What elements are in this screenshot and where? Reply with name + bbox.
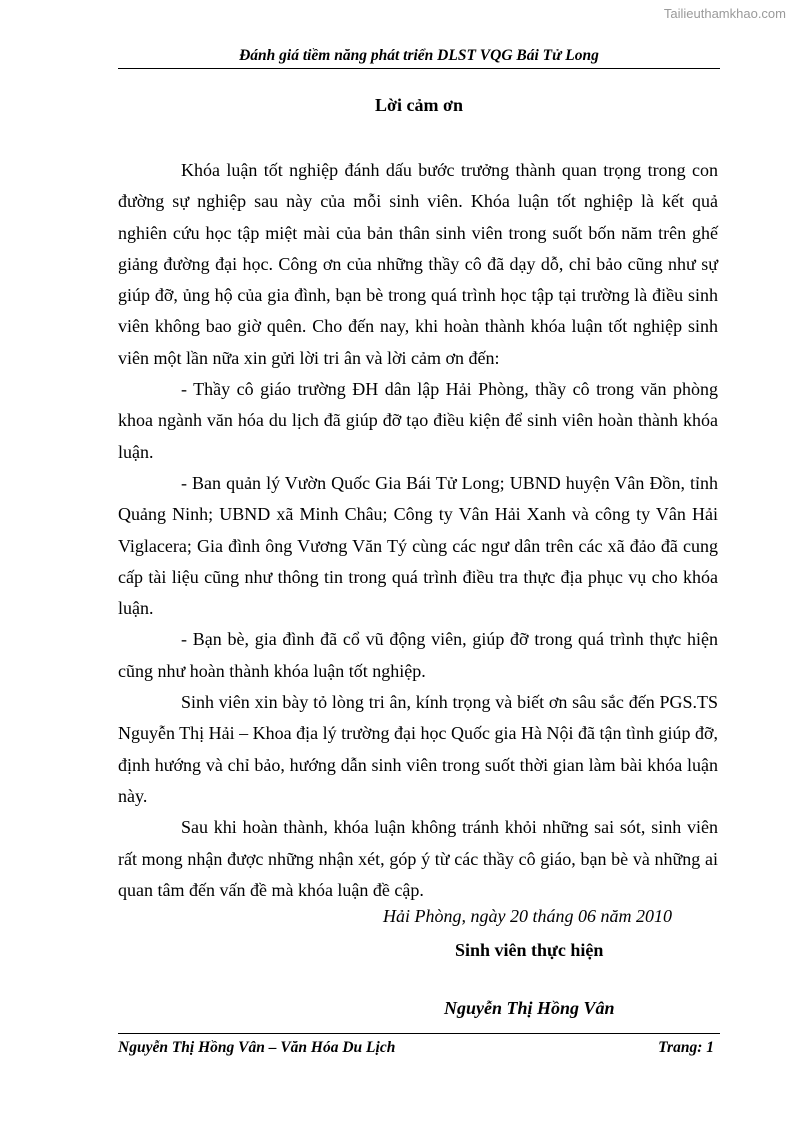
paragraph-organizations: - Ban quản lý Vườn Quốc Gia Bái Tử Long; UBND huyện Vân Đồn, tỉnh Quảng Ninh; UBND xã Minh Châu; Công ty Vân Hải Xanh và công ty Vân Hải Viglacera; Gia đình ông Vương Văn Tý cùng các ngư dân trên các xã đảo đã cung cấp tài liệu cũng như thông tin trong quá trình điều tra thực địa phục vụ cho khóa luận.: [118, 472, 718, 619]
footer-author: Nguyễn Thị Hồng Vân – Văn Hóa Du Lịch: [118, 1039, 396, 1056]
page-number: Trang: 1: [658, 1039, 714, 1056]
signer-name: Nguyễn Thị Hồng Vân: [444, 998, 615, 1018]
paragraph-intro: Khóa luận tốt nghiệp đánh dấu bước trưởng thành quan trọng trong con đường sự nghiệp sau này của mỗi sinh viên. Khóa luận tốt nghiệp là kết quả nghiên cứu học tập miệt mài của bản thân sinh viên trong suốt bốn năm trên ghế giảng đường đại học. Công ơn của những thầy cô đã dạy dỗ, chỉ bảo cũng như sự giúp đỡ, ủng hộ của gia đình, bạn bè trong quá trình học tập tại trường là điều sinh viên không bao giờ quên. Cho đến nay, khi hoàn thành khóa luận tốt nghiệp sinh viên một lần nữa xin gửi lời tri ân và lời cảm ơn đến:: [118, 160, 718, 368]
signer-role: Sinh viên thực hiện: [455, 940, 604, 960]
page-title: Lời cảm ơn: [375, 95, 463, 115]
acknowledgement-body: [118, 155, 718, 906]
page-footer: [118, 1033, 720, 1057]
paragraph-teachers: - Thầy cô giáo trường ĐH dân lập Hải Phòng, thầy cô trong văn phòng khoa ngành văn hóa du lịch đã giúp đỡ tạo điều kiện để sinh viên hoàn thành khóa luận.: [118, 379, 718, 462]
running-header: Đánh giá tiềm năng phát triển DLST VQG Bái Tử Long: [118, 47, 720, 69]
paragraph-closing: Sau khi hoàn thành, khóa luận không tránh khỏi những sai sót, sinh viên rất mong nhận được những nhận xét, góp ý từ các thầy cô giáo, bạn bè và những ai quan tâm đến vấn đề mà khóa luận đề cập.: [118, 817, 718, 900]
watermark-text: Tailieuthamkhao.com: [663, 6, 786, 21]
date-line: Hải Phòng, ngày 20 tháng 06 năm 2010: [383, 906, 672, 926]
paragraph-friends-family: - Bạn bè, gia đình đã cổ vũ động viên, giúp đỡ trong quá trình thực hiện cũng như hoàn thành khóa luận tốt nghiệp.: [118, 629, 718, 681]
paragraph-supervisor: Sinh viên xin bày tỏ lòng tri ân, kính trọng và biết ơn sâu sắc đến PGS.TS Nguyễn Thị Hải – Khoa địa lý trường đại học Quốc gia Hà Nội đã tận tình giúp đỡ, định hướng và chỉ bảo, hướng dẫn sinh viên trong suốt thời gian làm bài khóa luận này.: [118, 692, 718, 806]
